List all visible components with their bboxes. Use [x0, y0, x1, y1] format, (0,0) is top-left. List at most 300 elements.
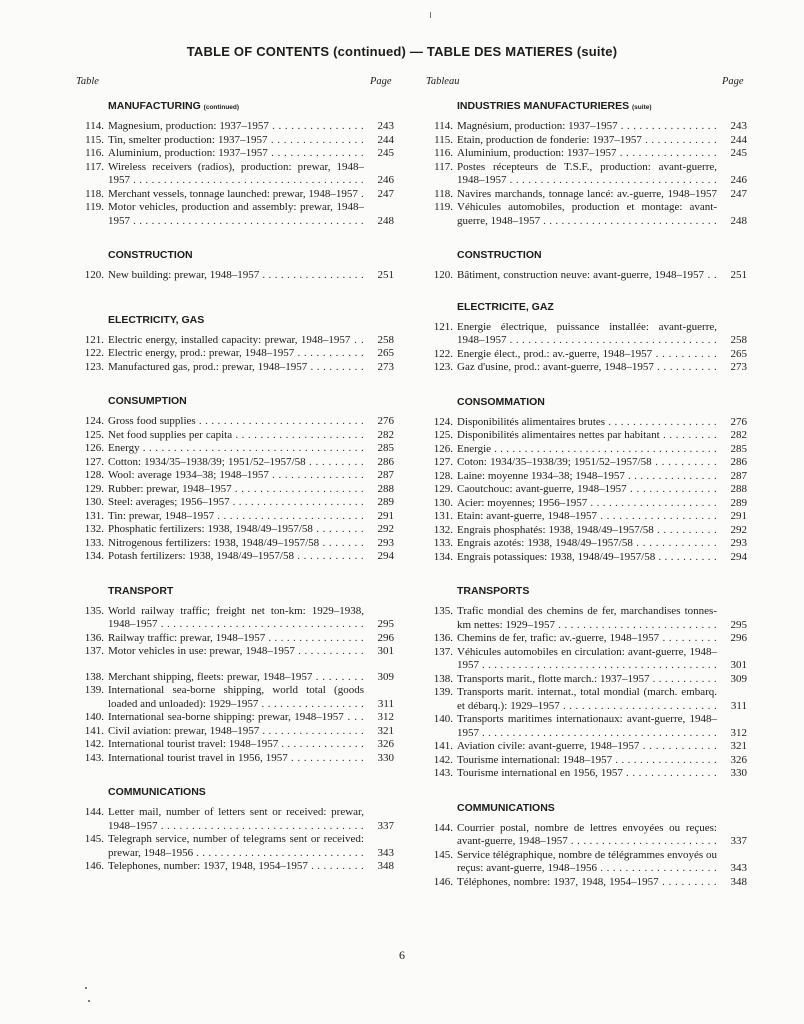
page-reference: 282: [377, 428, 394, 441]
table-title: [457, 713, 717, 740]
table-title: [457, 767, 717, 781]
page-reference: 301: [377, 645, 394, 657]
section-heading-text: TRANSPORT: [108, 584, 174, 597]
table-number: 136.: [433, 632, 453, 644]
table-title: [457, 686, 717, 713]
page-reference: 248: [730, 214, 747, 227]
table-number: 139.: [84, 684, 104, 696]
page-reference: 309: [730, 672, 747, 685]
table-number: 133.: [84, 536, 104, 549]
page-reference: 293: [730, 537, 747, 549]
table-title: [457, 361, 717, 375]
table-title-text: Véhicules automobiles, production et montage: avant-guerre, 1948–1957: [457, 201, 717, 227]
section-heading-text: MANUFACTURING: [108, 100, 201, 112]
table-title: [108, 860, 364, 874]
table-title: [108, 429, 364, 443]
table-title-text: Electric energy, prod.: prewar, 1948–1957: [108, 347, 295, 359]
contents-entry: [425, 416, 747, 430]
page-reference: 287: [730, 469, 747, 482]
table-title-text: Energie: [457, 442, 492, 455]
table-title: [457, 416, 717, 430]
section-heading: [76, 583, 394, 599]
table-title-text: Energy: [108, 442, 140, 454]
dot-leader: . . . . . . . . . . . . . . .: [270, 133, 364, 146]
dot-leader: . . . . . . . . . . . . . . . . . . . . . . . . . . . . . . . . . . . . . .: [133, 214, 364, 227]
english-contents-column: [76, 98, 394, 874]
table-title-text: Aluminium, production: 1937–1957: [457, 147, 617, 159]
table-title-text: International tourist travel: 1948–1957: [108, 738, 279, 750]
table-title-text: Gross food supplies: [108, 415, 196, 427]
table-title-text: Engrais azotés: 1938, 1948/49–1957/58: [457, 537, 633, 549]
dot-leader: . . . . . . . . . . .: [298, 645, 364, 657]
dot-leader: . . . . . . . .: [316, 523, 364, 535]
dot-leader: . . . . . . . . . . . . . . . . . . . . . . . . . .: [558, 618, 717, 631]
page-reference: 312: [377, 711, 394, 723]
dot-leader: . . . . . . . . . . . . . . . . .: [261, 697, 364, 710]
section-heading: [76, 784, 394, 800]
table-title-text: Transports marit. internat., total mondial (march. embarq. et débarq.): 1929–1957: [457, 686, 717, 712]
contents-entry: [76, 510, 394, 524]
dot-leader: . . . . . . . . .: [662, 875, 717, 888]
table-number: 143.: [84, 751, 104, 764]
contents-entry: [76, 415, 394, 429]
table-title: [108, 833, 364, 860]
dot-leader: . . . . . . .: [322, 536, 364, 549]
contents-entry: [76, 429, 394, 443]
table-title: [108, 161, 364, 188]
section-heading: [76, 393, 394, 409]
contents-entry: [425, 429, 747, 443]
dot-leader: . . . . . . . . . . . . . . . . . . . . . . . . . . . . . . . . .: [160, 618, 364, 630]
section-heading-text: CONSOMMATION: [457, 395, 545, 408]
table-title: [457, 605, 717, 632]
table-number: 126.: [84, 442, 104, 454]
table-number: 135.: [433, 605, 453, 617]
contents-entry: [425, 646, 747, 673]
table-title: [108, 469, 364, 483]
page-reference: 291: [730, 510, 747, 522]
page-reference: 291: [377, 509, 394, 522]
table-title-text: Merchant vessels, tonnage launched: prewar, 1948–1957: [108, 187, 358, 200]
table-title: [457, 456, 717, 470]
table-number: 119.: [85, 201, 104, 213]
contents-entry: [425, 483, 747, 497]
table-title-text: Tourisme international en 1956, 1957: [457, 767, 623, 779]
section-heading-text: ELECTRICITE, GAZ: [457, 300, 554, 313]
table-number: 129.: [433, 483, 453, 495]
contents-entry: [425, 456, 747, 470]
contents-entry: [425, 120, 747, 134]
dot-leader: . . . . . . . . . .: [657, 361, 717, 373]
table-title: [108, 537, 364, 551]
table-number: 123.: [433, 361, 453, 373]
page-reference: 294: [730, 550, 747, 563]
table-title-text: Transports marit., flotte march.: 1937–1957: [457, 672, 650, 685]
table-title: [457, 321, 717, 348]
table-title: [108, 483, 364, 497]
contents-entry: [76, 684, 394, 711]
contents-entry: [425, 551, 747, 565]
table-title: [108, 347, 364, 361]
contents-entry: [425, 470, 747, 484]
page-reference: 288: [377, 482, 394, 495]
table-number: 123.: [84, 360, 104, 373]
contents-entry: [76, 188, 394, 202]
page-reference: 276: [730, 415, 747, 428]
dot-leader: . . . . . . . . . . . . . . . . . . . . . . . . . . . . . . . . . . . .: [142, 442, 364, 454]
section-heading-text: COMMUNICATIONS: [108, 786, 206, 798]
table-title-text: Gaz d'usine, prod.: avant-guerre, 1948–1957: [457, 361, 654, 373]
contents-entry: [425, 348, 747, 362]
page-reference: 289: [377, 496, 394, 508]
contents-entry: [425, 740, 747, 754]
table-title-text: Railway traffic: prewar, 1948–1957: [108, 631, 266, 644]
table-number: 136.: [84, 631, 104, 644]
contents-entry: [76, 456, 394, 470]
table-number: 132.: [433, 523, 453, 536]
dot-leader: . . . . . . . . . . .: [297, 347, 364, 359]
page-reference: 273: [730, 361, 747, 373]
table-number: 128.: [84, 469, 104, 481]
table-title: [108, 711, 364, 725]
page-reference: 247: [377, 187, 394, 200]
contents-entry: [76, 483, 394, 497]
page-reference: 337: [377, 819, 394, 832]
contents-entry: [76, 442, 394, 456]
table-number: 117.: [85, 160, 104, 173]
table-number: 128.: [433, 469, 453, 482]
table-title-text: Energie élect., prod.: av.-guerre, 1948–1957: [457, 347, 653, 360]
table-number: 116.: [85, 147, 104, 159]
table-title: [457, 483, 717, 497]
table-number: 140.: [84, 711, 104, 723]
dot-leader: . . . . . . . . . . . . . . . . . . . . . . . . . . . .: [196, 846, 364, 859]
table-title: [108, 605, 364, 632]
table-title-text: Aluminium, production: 1937–1957: [108, 147, 268, 159]
table-number: 133.: [433, 537, 453, 549]
table-title: [108, 361, 364, 375]
table-title: [457, 470, 717, 484]
table-column-header-right: Tableau: [426, 76, 460, 87]
page-reference: 285: [730, 442, 747, 455]
dot-leader: . . . . . . . . . . . . . . . . . . . . . . . . . . . . . . . . . . . . . . .: [482, 726, 717, 739]
page-reference: 311: [730, 699, 747, 712]
page-reference: 309: [377, 670, 394, 683]
table-number: 142.: [433, 753, 453, 766]
table-number: 134.: [84, 550, 104, 562]
table-title-text: Acier: moyennes; 1956–1957: [457, 496, 588, 509]
table-title-text: Postes récepteurs de T.S.F., production: avant-guerre, 1948–1957: [457, 160, 717, 186]
contents-entry: [425, 269, 747, 283]
table-title-text: Rubber: prewar, 1948–1957: [108, 482, 232, 495]
dot-leader: . . . . . . . . .: [311, 860, 364, 872]
section-heading-suffix: (continued): [203, 104, 240, 111]
table-title: [108, 442, 364, 456]
table-number: 144.: [433, 821, 453, 834]
contents-entry: [76, 605, 394, 632]
dot-leader: . . . . . . . . . . . . . . . . . . . . . . . . . . . . . . . . . .: [509, 334, 717, 346]
table-title-text: Phosphatic fertilizers: 1938, 1948/49–1957/58: [108, 523, 313, 535]
dot-leader: . . . . . . . .: [315, 670, 364, 683]
table-number: 131.: [433, 510, 453, 522]
page-reference: 285: [377, 442, 394, 454]
table-title-text: Coton: 1934/35–1938/39; 1951/52–1957/58: [457, 456, 652, 468]
page-reference: 246: [377, 174, 394, 186]
dot-leader: . . . . . . . . . . . .: [291, 751, 364, 764]
table-number: 144.: [84, 806, 104, 818]
page-reference: 265: [730, 347, 747, 360]
contents-entry: [425, 497, 747, 511]
table-title-text: Telegraph service, number of telegrams sent or received: prewar, 1948–1956: [108, 833, 364, 859]
page-reference: 251: [377, 269, 394, 281]
contents-entry: [425, 321, 747, 348]
table-title: [108, 188, 364, 202]
page-reference: 326: [377, 738, 394, 750]
contents-entry: [76, 725, 394, 739]
table-title: [108, 134, 364, 148]
dot-leader: . . . . . . . . . . . . .: [636, 537, 717, 549]
dot-leader: . . . . . . . . . . . . . . . . . . . . . . . .: [217, 509, 364, 522]
dot-leader: . . . . . . . . . . .: [652, 672, 717, 685]
contents-entry: [76, 269, 394, 283]
french-contents-column: [425, 98, 747, 889]
table-title: [108, 334, 364, 348]
table-title: [457, 147, 717, 161]
contents-entry: [76, 469, 394, 483]
dot-leader: . . . . . . . . . . . . . . . . . . . . .: [234, 482, 364, 495]
dot-leader: . . . . . . . . . . . . . . . . . . . . .: [590, 496, 717, 509]
table-title-text: Téléphones, nombre: 1937, 1948, 1954–1957: [457, 875, 659, 888]
dot-leader: . . . . . . . . . . . . . . .: [272, 469, 364, 481]
table-title-text: Trafic mondial des chemins de fer, marchandises tonnes-km nettes: 1929–1957: [457, 605, 717, 631]
table-title: [457, 822, 717, 849]
contents-entry: [425, 605, 747, 632]
table-title: [108, 496, 364, 510]
table-title-text: Letter mail, number of letters sent or received: prewar, 1948–1957: [108, 806, 364, 832]
table-title-text: World railway traffic; freight net ton-km: 1929–1938, 1948–1957: [108, 604, 364, 630]
page-reference: 244: [377, 133, 394, 146]
contents-entry: [76, 361, 394, 375]
dot-leader: . .: [707, 269, 717, 281]
contents-entry: [76, 806, 394, 833]
page-reference: 248: [377, 214, 394, 227]
page-reference: 244: [730, 133, 747, 146]
table-number: 146.: [433, 875, 453, 888]
dot-leader: . .: [354, 333, 364, 346]
table-title-text: Caoutchouc: avant-guerre, 1948–1957: [457, 483, 627, 495]
table-number: 122.: [84, 347, 104, 359]
table-title: [108, 523, 364, 537]
contents-entry: [76, 645, 394, 659]
page-reference: 326: [730, 753, 747, 766]
page-reference: 282: [730, 429, 747, 441]
contents-entry: [425, 147, 747, 161]
page-reference: 343: [730, 862, 747, 874]
page-reference: 301: [730, 659, 747, 671]
table-title-text: Laine: moyenne 1934–38; 1948–1957: [457, 469, 625, 482]
dot-leader: . . . . . . . . . . . . . . . . . . .: [600, 862, 717, 874]
table-number: 118.: [434, 187, 453, 200]
table-title: [457, 161, 717, 188]
contents-entry: [425, 537, 747, 551]
table-title: [108, 671, 364, 685]
contents-entry: [76, 671, 394, 685]
table-title-text: Tin: prewar, 1948–1957: [108, 509, 215, 522]
page-reference: 243: [730, 120, 747, 132]
table-title: [457, 269, 717, 283]
contents-entry: [425, 767, 747, 781]
table-title-text: Engrais potassiques: 1938, 1948/49–1957/58: [457, 550, 656, 563]
dot-leader: . . . . . . . . . . . . . . .: [626, 767, 717, 779]
table-title: [457, 551, 717, 565]
contents-entry: [76, 201, 394, 228]
dot-leader: . . . . . . . . . .: [657, 523, 717, 536]
table-title-text: Disponibilités alimentaires nettes par habitant: [457, 429, 660, 441]
contents-entry: [76, 134, 394, 148]
table-title: [108, 147, 364, 161]
contents-entry: [425, 849, 747, 876]
table-number: 130.: [433, 496, 453, 509]
table-number: 146.: [84, 860, 104, 872]
dot-leader: . . . . . . . . .: [309, 455, 364, 468]
table-title: [108, 456, 364, 470]
table-number: 145.: [84, 833, 104, 845]
page-reference: 286: [377, 455, 394, 468]
table-title-text: Telephones, number: 1937, 1948, 1954–1957: [108, 860, 308, 872]
dot-leader: . . . . . . . . . . . .: [642, 740, 717, 752]
contents-entry: [76, 860, 394, 874]
table-title-text: Engrais phosphatés: 1938, 1948/49–1957/58: [457, 523, 654, 536]
dot-leader: . . . . . . . . . . . . . . . .: [619, 147, 717, 159]
page-reference: 321: [730, 740, 747, 752]
table-number: 134.: [433, 550, 453, 563]
dot-leader: . . . . . . . . . . . . . . . . . . . . . . . . .: [562, 699, 717, 712]
dot-leader: . . . . . . . . . . . . . . . . . . . . . . . . . . . . . . . . . . . . . .: [133, 174, 364, 186]
page-title: TABLE OF CONTENTS (continued) — TABLE DES MATIERES (suite): [186, 44, 618, 59]
table-title-text: Motor vehicles in use: prewar, 1948–1957: [108, 645, 295, 657]
table-number: 141.: [433, 740, 453, 752]
table-title-text: Wool: average 1934–38; 1948–1957: [108, 469, 269, 481]
contents-entry: [425, 161, 747, 188]
page-reference: 293: [377, 536, 394, 549]
page-reference: 330: [377, 751, 394, 764]
table-title: [108, 752, 364, 766]
table-number: 114.: [434, 120, 453, 132]
table-title: [108, 684, 364, 711]
table-column-header-left: Table: [76, 76, 99, 87]
table-number: 126.: [433, 442, 453, 455]
table-title: [108, 415, 364, 429]
contents-entry: [425, 754, 747, 768]
table-number: 140.: [433, 713, 453, 725]
page-reference: 251: [730, 269, 747, 281]
contents-entry: [425, 134, 747, 148]
dot-leader: . . . . . . . . .: [310, 360, 364, 373]
page-reference: 245: [730, 147, 747, 159]
dot-leader: . . . . . . . . .: [663, 429, 717, 441]
section-heading: [76, 98, 394, 114]
contents-entry: [425, 713, 747, 740]
table-number: 142.: [84, 738, 104, 750]
table-title: [457, 740, 717, 754]
section-heading: [425, 583, 747, 599]
table-title-text: Nitrogenous fertilizers: 1938, 1948/49–1957/58: [108, 536, 320, 549]
contents-entry: [76, 334, 394, 348]
page-reference: 348: [730, 875, 747, 888]
table-number: 121.: [433, 320, 453, 333]
page-reference: 287: [377, 469, 394, 481]
table-number: 135.: [84, 604, 104, 617]
section-heading: [425, 394, 747, 410]
table-title-text: New building: prewar, 1948–1957: [108, 269, 260, 281]
table-number: 121.: [84, 333, 104, 346]
table-number: 127.: [84, 455, 104, 468]
page-reference: 294: [377, 550, 394, 562]
table-number: 114.: [85, 120, 104, 132]
table-title: [457, 348, 717, 362]
contents-entry: [76, 120, 394, 134]
table-title: [108, 806, 364, 833]
table-number: 127.: [433, 456, 453, 468]
contents-entry: [425, 443, 747, 457]
page-reference: 276: [377, 415, 394, 427]
dot-leader: . . . . . . . . . . . . . . . . .: [262, 269, 364, 281]
contents-entry: [425, 201, 747, 228]
page-number: 6: [399, 948, 405, 962]
table-number: 145.: [433, 848, 453, 861]
page-reference: 330: [730, 767, 747, 779]
table-title-text: International tourist travel in 1956, 1957: [108, 751, 288, 764]
page-reference: 295: [377, 618, 394, 630]
section-heading-text: CONSTRUCTION: [457, 249, 542, 261]
contents-entry: [76, 537, 394, 551]
table-number: 115.: [85, 133, 104, 146]
table-number: 138.: [433, 672, 453, 685]
dot-leader: . . . . . . . . . . . . . . . . . . . . . . . . . . . . . . . . . . . . .: [494, 442, 717, 455]
page-reference: 288: [730, 483, 747, 495]
page-reference: 286: [730, 456, 747, 468]
section-heading-text: CONSUMPTION: [108, 395, 187, 407]
contents-entry: [76, 752, 394, 766]
dot-leader: . . . . . . . . . . . . . . . . . . . . .: [235, 428, 364, 441]
dot-leader: . . . . . . . . . . . . . .: [281, 738, 364, 750]
table-title: [457, 201, 717, 228]
table-title: [457, 188, 717, 202]
table-title-text: Civil aviation: prewar, 1948–1957: [108, 724, 260, 737]
section-heading-text: INDUSTRIES MANUFACTURIERES: [457, 100, 630, 112]
table-title-text: Véhicules automobiles en circulation: avant-guerre, 1948–1957: [457, 645, 717, 671]
page-reference: 245: [377, 147, 394, 159]
table-title-text: Navires marchands, tonnage lancé: av.-guerre, 1948–1957: [457, 187, 717, 200]
table-title: [108, 632, 364, 646]
table-title: [108, 201, 364, 228]
table-title-text: Net food supplies per capita: [108, 428, 233, 441]
table-title-text: Manufactured gas, prod.: prewar, 1948–1957: [108, 360, 308, 373]
contents-entry: [76, 147, 394, 161]
table-title-text: Magnesium, production: 1937–1957: [108, 120, 269, 132]
dot-leader: . . . . . . . . . .: [655, 456, 717, 468]
table-number: 116.: [434, 147, 453, 159]
table-title-text: Steel: averages; 1956–1957: [108, 496, 230, 508]
dot-leader: . . . . . . . . . . . . . . . . . . . . . . . . . . . . . . . . .: [160, 819, 364, 832]
dot-leader: . . .: [347, 711, 364, 723]
table-title-text: Bâtiment, construction neuve: avant-guerre, 1948–1957: [457, 269, 705, 281]
dot-leader: . . . . . . . . . . . . . . .: [271, 147, 364, 159]
table-number: 120.: [433, 269, 453, 281]
table-title-text: Energie électrique, puissance installée: avant-guerre, 1948–1957: [457, 320, 717, 346]
table-title-text: Aviation civile: avant-guerre, 1948–1957: [457, 740, 640, 752]
table-number: 125.: [84, 428, 104, 441]
